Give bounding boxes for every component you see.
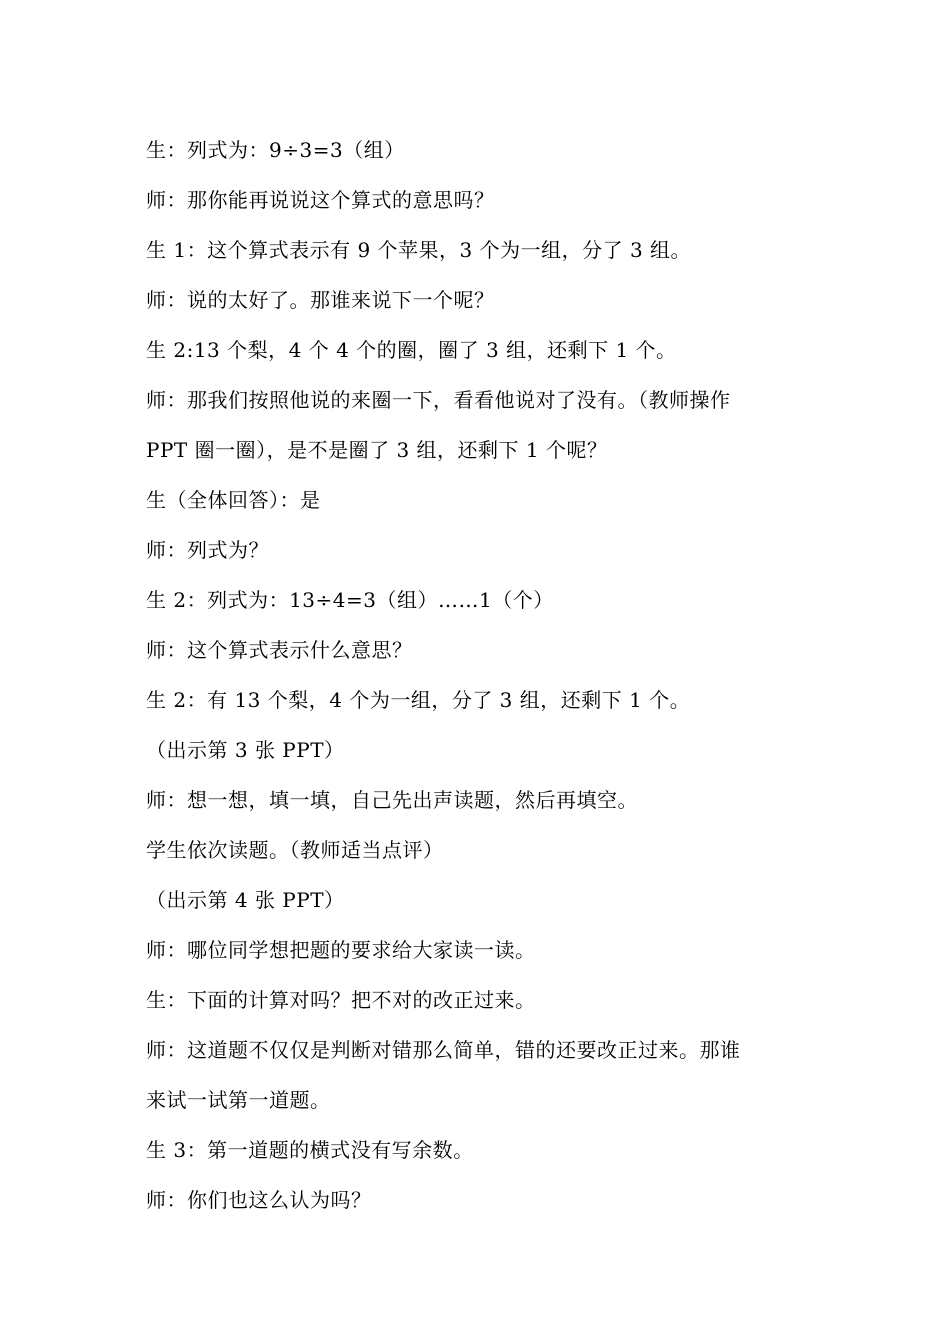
transcript-line: 生 3：第一道题的横式没有写余数。: [146, 1138, 474, 1162]
transcript-line: 师：想一想，填一填，自己先出声读题，然后再填空。: [146, 788, 638, 812]
transcript-line: 师：那你能再说说这个算式的意思吗？: [146, 188, 495, 212]
transcript-line: （出示第 3 张 PPT）: [146, 738, 345, 762]
transcript-line: 生 2：列式为：13÷4=3（组）……1（个）: [146, 588, 554, 612]
transcript-line: （出示第 4 张 PPT）: [146, 888, 345, 912]
transcript-line: 生（全体回答）：是: [146, 488, 321, 512]
transcript-line: 来试一试第一道题。: [146, 1088, 331, 1112]
transcript-line: 师：那我们按照他说的来圈一下，看看他说对了没有。（教师操作: [146, 388, 731, 412]
transcript-line: 学生依次读题。（教师适当点评）: [146, 838, 444, 862]
transcript-line: 生：列式为：9÷3=3（组）: [146, 138, 405, 162]
transcript-line: 师：哪位同学想把题的要求给大家读一读。: [146, 938, 536, 962]
transcript-line: 师：这道题不仅仅是判断对错那么简单，错的还要改正过来。那谁: [146, 1038, 741, 1062]
transcript-line: 师：说的太好了。那谁来说下一个呢？: [146, 288, 495, 312]
transcript-line: 师：列式为？: [146, 538, 269, 562]
transcript-line: 生：下面的计算对吗？把不对的改正过来。: [146, 988, 536, 1012]
lesson-transcript: [146, 132, 816, 1232]
transcript-line: 生 2：有 13 个梨，4 个为一组，分了 3 组，还剩下 1 个。: [146, 688, 691, 712]
transcript-line: 生 1：这个算式表示有 9 个苹果，3 个为一组，分了 3 组。: [146, 238, 692, 262]
transcript-line: 师：这个算式表示什么意思？: [146, 638, 413, 662]
transcript-line: 生 2:13 个梨，4 个 4 个的圈，圈了 3 组，还剩下 1 个。: [146, 338, 677, 362]
transcript-line: PPT 圈一圈），是不是圈了 3 组，还剩下 1 个呢？: [146, 438, 608, 462]
transcript-line: 师：你们也这么认为吗？: [146, 1188, 372, 1212]
